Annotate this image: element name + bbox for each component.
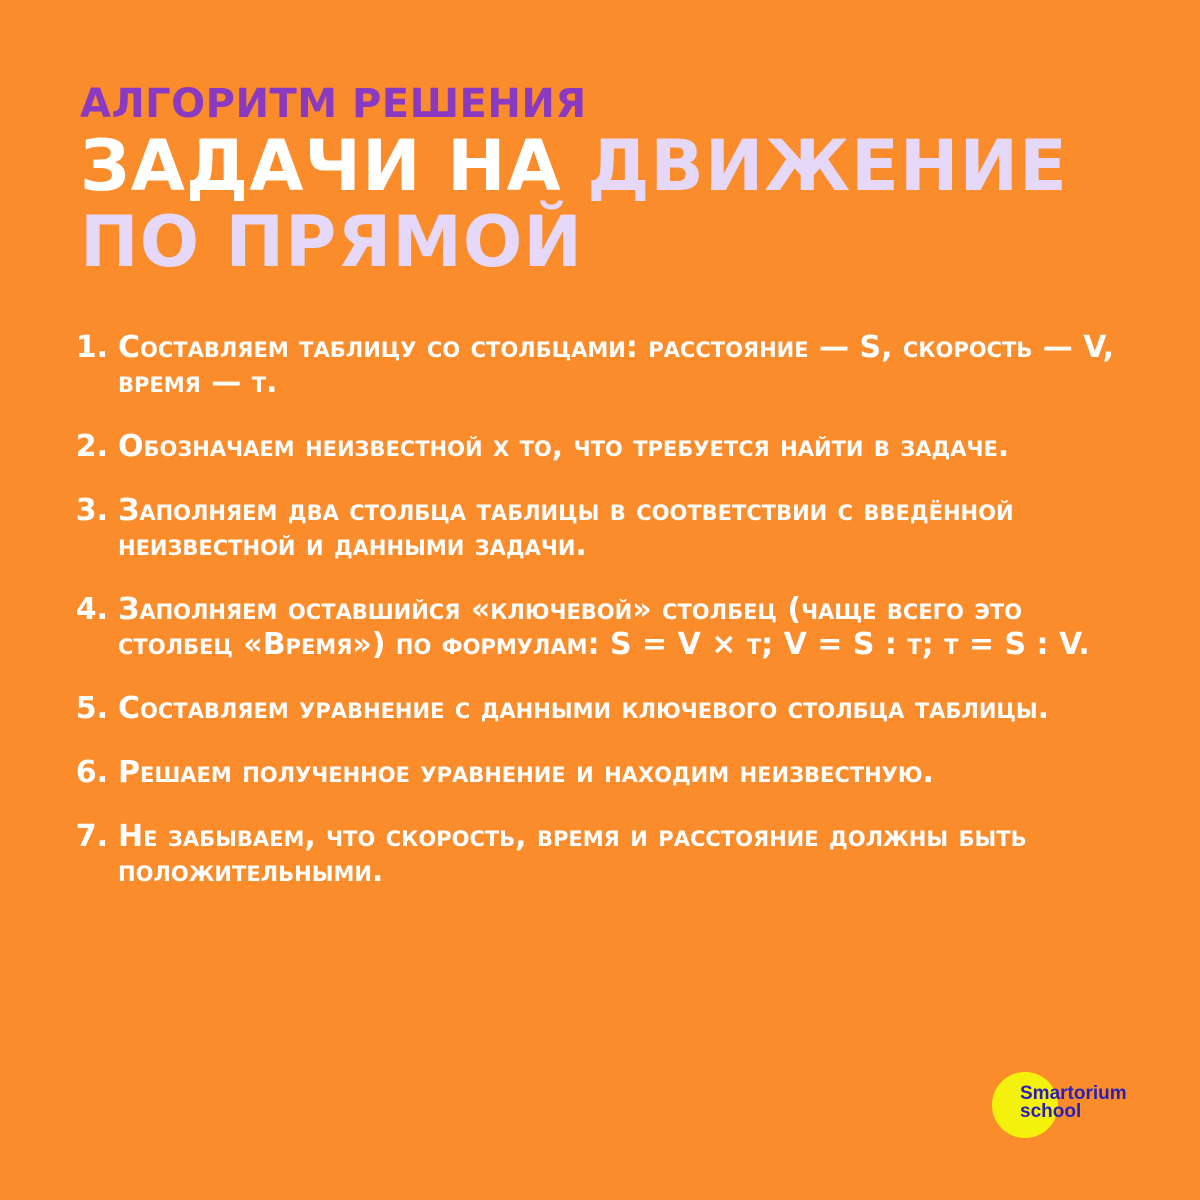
- list-item: [72, 330, 1142, 400]
- title-line-1: [80, 125, 1068, 207]
- list-item: [72, 819, 1142, 889]
- step-number: 2.: [75, 429, 108, 464]
- title-white-part: ЗАДАЧИ НА: [80, 125, 588, 207]
- step-number: 7.: [75, 819, 108, 854]
- page-title: [80, 125, 1068, 283]
- list-item: [72, 493, 1142, 563]
- logo-text-line-2: school: [1020, 1101, 1082, 1122]
- kicker-heading: АЛГОРИТМ РЕШЕНИЯ: [80, 81, 587, 127]
- list-item: [72, 592, 1142, 662]
- step-text: Не забываем, что скорость, время и расстояние должны быть положительными.: [118, 819, 1027, 889]
- title-line-2: ПО ПРЯМОЙ: [80, 201, 583, 283]
- step-text: Обозначаем неизвестной x то, что требуется найти в задаче.: [118, 429, 1010, 464]
- step-text: Составляем уравнение с данными ключевого столбца таблицы.: [118, 691, 1050, 726]
- step-text: Решаем полученное уравнение и находим неизвестную.: [118, 755, 934, 790]
- step-text: Заполняем оставшийся «ключевой» столбец (чаще всего это столбец «Время») по формулам: S = V × t; V = S : t; t = S : V.: [118, 592, 1090, 662]
- step-text: Заполняем два столбца таблицы в соответствии с введённой неизвестной и данными задачи.: [118, 493, 1014, 563]
- step-number: 3.: [75, 493, 108, 528]
- step-number: 4.: [75, 592, 108, 627]
- brand-logo: [992, 1064, 1152, 1144]
- step-text: Составляем таблицу со столбцами: расстояние — S, скорость — V, время — t.: [118, 330, 1114, 400]
- list-item: [72, 755, 1142, 790]
- list-item: [72, 429, 1142, 464]
- step-number: 6.: [75, 755, 108, 790]
- title-accent-part: ДВИЖЕНИЕ: [587, 125, 1068, 207]
- logo-text-line-1: Smartorium: [1020, 1083, 1127, 1104]
- list-item: [72, 691, 1142, 726]
- step-number: 5.: [75, 691, 108, 726]
- step-number: 1.: [75, 330, 108, 365]
- steps-list: [72, 330, 1142, 918]
